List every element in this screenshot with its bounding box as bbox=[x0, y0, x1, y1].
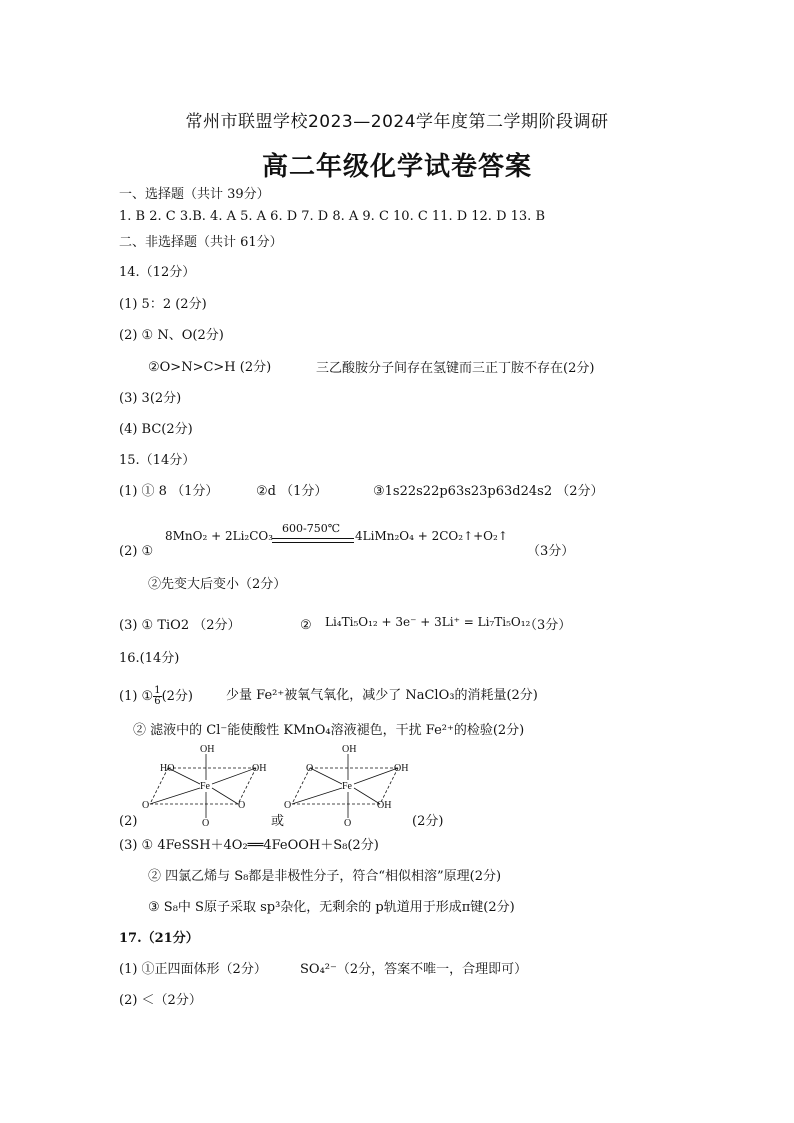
q15-eq-left: 8MnO₂ + 2Li₂CO₃ bbox=[165, 529, 274, 543]
section1-title: 一、选择题（共计 39分） bbox=[119, 187, 270, 202]
q15-part3b-label: ② bbox=[300, 618, 312, 633]
doc-header-line1: 常州市联盟学校2023—2024学年度第二学期阶段调研 bbox=[185, 112, 609, 132]
q16-head: 16.(14分) bbox=[119, 651, 180, 666]
atom-o: O bbox=[142, 800, 150, 811]
q16-part3b: ② 四氯乙烯与 S₈都是非极性分子，符合“相似相溶”原理(2分) bbox=[148, 869, 502, 884]
q16-part3c: ③ S₈中 S原子采取 sp³杂化，无剩余的 p轨道用于形成π键(2分) bbox=[148, 900, 515, 915]
q15-part1b: ②d （1分） bbox=[256, 484, 328, 499]
doc-header-line2: 高二年级化学试卷答案 bbox=[261, 152, 532, 182]
q16-part2-label: (2) bbox=[119, 814, 138, 829]
q15-head: 15.（14分） bbox=[119, 453, 196, 468]
atom-oh: OH bbox=[377, 800, 392, 811]
fraction-denominator: 6 bbox=[154, 696, 161, 707]
q15-eq-right: 4LiMn₂O₄ + 2CO₂↑+O₂↑ bbox=[355, 529, 508, 543]
atom-ho: HO bbox=[160, 763, 175, 774]
q16-part1b: ② 滤液中的 Cl⁻能使酸性 KMnO₄溶液褪色，干扰 Fe²⁺的检验(2分) bbox=[133, 723, 525, 738]
q16-part1 bbox=[119, 686, 193, 707]
section1-answers: 1. B 2. C 3.B. 4. A 5. A 6. D 7. D 8. A 9. C 10. C 11. D 12. D 13. B bbox=[119, 209, 545, 224]
q15-eq-condition: 600-750℃ bbox=[282, 522, 341, 535]
atom-oh: OH bbox=[394, 763, 409, 774]
fe-structure-left bbox=[138, 740, 270, 832]
q15-part3b-score: （3分） bbox=[524, 618, 572, 633]
q15-part1a: (1) ① 8 （1分） bbox=[119, 484, 219, 499]
atom-o: O bbox=[284, 800, 292, 811]
section2-title: 二、非选择题（共计 61分） bbox=[119, 235, 283, 250]
q15-part2b: ②先变大后变小（2分） bbox=[148, 577, 287, 592]
q14-part3: (3) 3(2分) bbox=[119, 391, 182, 406]
q14-part2b-right: 三乙酸胺分子间存在氢键而三正丁胺不存在(2分) bbox=[316, 361, 595, 376]
q17-head: 17.（21分） bbox=[119, 931, 199, 946]
atom-oh: OH bbox=[342, 744, 357, 755]
fe-structure-right bbox=[280, 740, 415, 832]
atom-fe: Fe bbox=[342, 781, 352, 792]
atom-oh: OH bbox=[252, 763, 267, 774]
q14-part4: (4) BC(2分) bbox=[119, 422, 193, 437]
atom-o: O bbox=[238, 800, 246, 811]
q15-part2-label: (2) ① bbox=[119, 544, 154, 559]
q15-part3b-eq: Li₄Ti₅O₁₂ + 3e⁻ + 3Li⁺ = Li₇Ti₅O₁₂ bbox=[325, 615, 531, 629]
q17-part1a: (1) ①正四面体形（2分） bbox=[119, 962, 267, 977]
q16-part1-prefix: (1) ① bbox=[119, 689, 154, 704]
q15-part3a: (3) ① TiO2 （2分） bbox=[119, 618, 241, 633]
q15-part1c: ③1s22s22p63s23p63d24s2 （2分） bbox=[373, 484, 604, 499]
q14-part1: (1) 5：2 (2分) bbox=[119, 297, 207, 312]
atom-o: O bbox=[344, 818, 352, 829]
q16-part2-score: (2分) bbox=[412, 814, 444, 829]
q16-part2-or: 或 bbox=[271, 814, 285, 829]
q17-part1b: SO₄²⁻（2分，答案不唯一，合理即可） bbox=[300, 962, 528, 977]
q17-part2: (2) ＜（2分） bbox=[119, 993, 202, 1008]
q16-part1-right: 少量 Fe²⁺被氧气氧化，减少了 NaClO₃的消耗量(2分) bbox=[226, 688, 538, 703]
atom-o: O bbox=[202, 818, 210, 829]
q15-eq-arrow-line bbox=[272, 538, 354, 543]
fraction-numerator: 1 bbox=[154, 685, 161, 696]
fraction-one-sixth bbox=[153, 686, 161, 707]
q16-part3a: (3) ① 4FeSSH＋4O₂══4FeOOH＋S₈(2分) bbox=[119, 838, 379, 853]
atom-oh: OH bbox=[200, 744, 215, 755]
q16-part1-score: (2分) bbox=[161, 689, 193, 704]
q14-part2b-left: ②O>N>C>H (2分) bbox=[148, 360, 272, 375]
q15-part2-score: （3分） bbox=[527, 544, 575, 559]
q14-head: 14.（12分） bbox=[119, 265, 196, 280]
q14-part2a: (2) ① N、O(2分) bbox=[119, 328, 224, 343]
atom-o: O bbox=[306, 763, 314, 774]
atom-fe: Fe bbox=[200, 781, 210, 792]
